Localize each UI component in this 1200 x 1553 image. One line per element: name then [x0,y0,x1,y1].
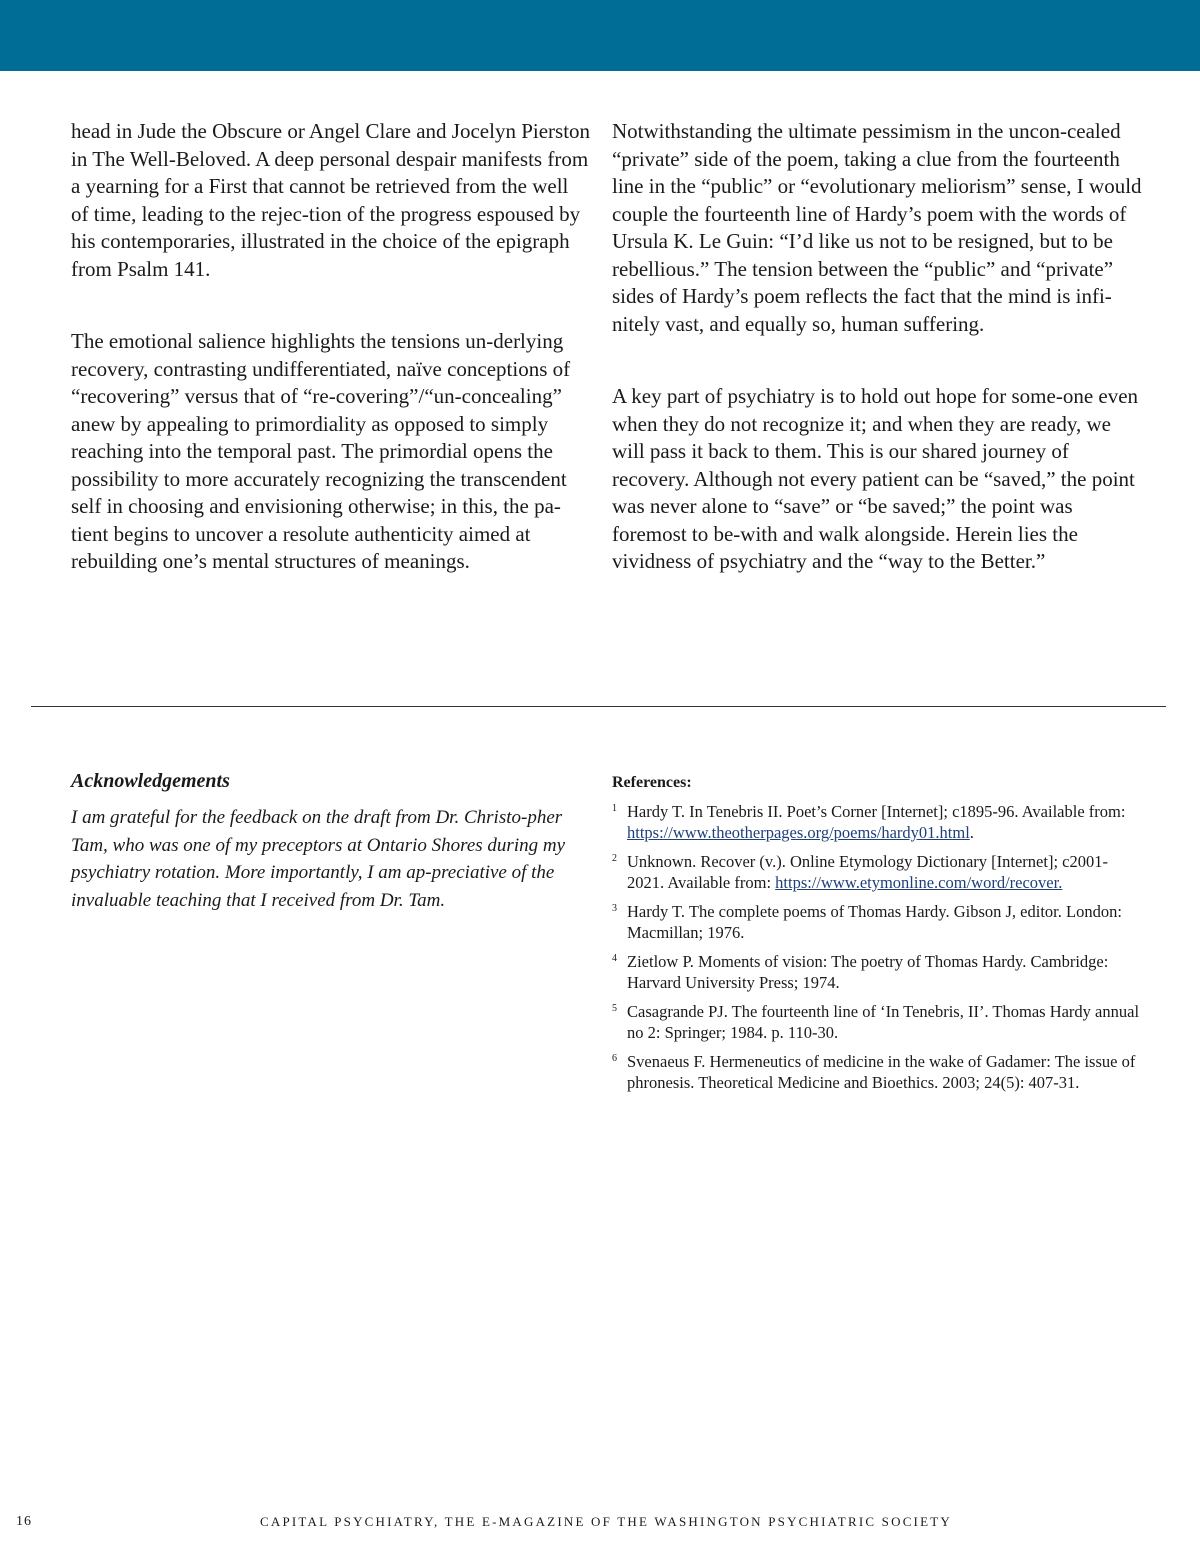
reference-text: Hardy T. The complete poems of Thomas Hardy. Gibson J, editor. London: Macmillan; 1976. [627,902,1122,942]
acknowledgements-section [71,770,581,914]
references-title: References: [612,774,692,791]
left-paragraph-1: head in Jude the Obscure or Angel Clare and Jocelyn Pierston in The Well-Beloved. A deep personal despair manifests from a yearning for a First that cannot be retrieved from the well of time, leading to the rejec-tion of the progress espoused by his contemporaries, illustrated in the choice of the epigraph from Psalm 141. [71,119,591,281]
right-paragraph-2: A key part of psychiatry is to hold out hope for some-one even when they do not recognize it; and when they are ready, we will pass it back to them. This is our shared journey of recovery. Although not every patient can be “saved,” the point was never alone to “save” or “be saved;” the point was foremost to be-with and walk alongside. Herein lies the vividness of psychiatry and the “way to the Better.” [612,384,1139,573]
reference-number: 3 [612,903,617,914]
right-paragraph-1: Notwithstanding the ultimate pessimism in the uncon-cealed “private” side of the poem, taking a clue from the fourteenth line in the “public” or “evolutionary meliorism” sense, I would couple the fourteenth line of Hardy’s poem with the words of Ursula K. Le Guin: “I’d like us not to be resigned, but to be rebellious.” The tension between the “public” and “private” sides of Hardy’s poem reflects the fact that the mind is infi-nitely vast, and equally so, human suffering. [612,119,1142,336]
reference-number: 4 [612,953,617,964]
header-band [0,0,1200,71]
acknowledgements-title: Acknowledgements [71,770,230,792]
reference-text: Zietlow P. Moments of vision: The poetry of Thomas Hardy. Cambridge: Harvard University Press; 1974. [627,952,1109,992]
reference-item [612,1001,1142,1043]
left-column [71,118,591,576]
reference-item [612,951,1142,993]
reference-item [612,1051,1142,1093]
reference-suffix: . [969,823,974,842]
acknowledgements-text: I am grateful for the feedback on the draft from Dr. Christo-pher Tam, who was one of my preceptors at Ontario Shores during my psychiatry rotation. More importantly, I am ap-preciative of the invaluable teaching that I received from Dr. Tam. [71,807,565,911]
page-number: 16 [16,1514,32,1529]
reference-number: 2 [612,853,617,864]
reference-link[interactable]: https://www.etymonline.com/word/recover. [775,873,1063,892]
footer-publication-title: CAPITAL PSYCHIATRY, THE E-MAGAZINE OF THE WASHINGTON PSYCHIATRIC SOCIETY [260,1514,952,1529]
reference-item [612,801,1142,843]
right-column [612,118,1142,576]
reference-text: Svenaeus F. Hermeneutics of medicine in the wake of Gadamer: The issue of phronesis. Theoretical Medicine and Bioethics. 2003; 24(5): 407-31. [627,1052,1136,1092]
reference-link[interactable]: https://www.theotherpages.org/poems/hardy01.html [627,823,970,842]
reference-number: 6 [612,1053,617,1064]
reference-text: Unknown. Recover (v.). Online Etymology Dictionary [Internet]; c2001-2021. Available from: [627,852,1108,892]
reference-item [612,901,1142,943]
section-divider [31,706,1166,707]
reference-text: Hardy T. In Tenebris II. Poet’s Corner [Internet]; c1895-96. Available from: [627,802,1126,821]
reference-number: 5 [612,1003,617,1014]
reference-text: Casagrande PJ. The fourteenth line of ‘In Tenebris, II’. Thomas Hardy annual no 2: Springer; 1984. p. 110-30. [627,1002,1140,1042]
reference-number: 1 [612,803,617,814]
left-paragraph-2: The emotional salience highlights the tensions un-derlying recovery, contrasting undifferentiated, naïve conceptions of “recovering” versus that of “re-covering”/“un-concealing” anew by appealing to primordiality as opposed to simply reaching into the temporal past. The primordial opens the possibility to more accurately recognizing the transcendent self in choosing and envisioning otherwise; in this, the pa-tient begins to uncover a resolute authenticity aimed at rebuilding one’s mental structures of meanings. [71,329,571,573]
reference-item [612,851,1142,893]
references-section [612,772,1142,1101]
